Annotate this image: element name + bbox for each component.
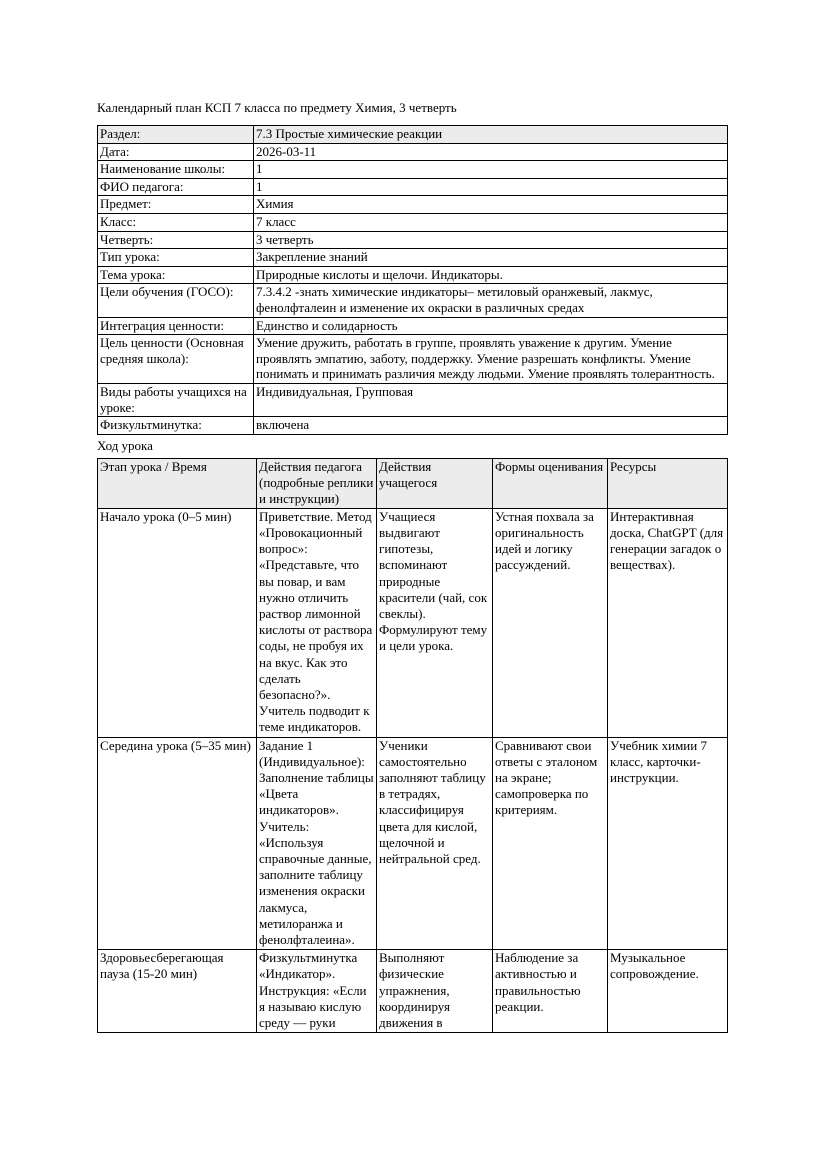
student-actions-cell: Ученики самостоятельно заполняют таблицу в тетрадях, классифицируя цвета для кислой, щелочной и нейтральной сред.	[377, 737, 493, 950]
info-value: Природные кислоты и щелочи. Индикаторы.	[254, 266, 728, 284]
column-header-resources: Ресурсы	[608, 458, 728, 508]
teacher-actions-cell: Приветствие. Метод «Провокационный вопрос»: «Представьте, что вы повар, и вам нужно отличить раствор лимонной кислоты от раствора соды, не пробуя их на вкус. Как это сделать безопасно?». Учитель подводит к теме индикаторов.	[257, 508, 377, 737]
info-label: Наименование школы:	[98, 161, 254, 179]
info-value: 7.3.4.2 -знать химические индикаторы– метиловый оранжевый, лакмус, фенолфталеин и изменение их окраски в различных средах	[254, 284, 728, 317]
assessment-cell: Сравнивают свои ответы с эталоном на экране; самопроверка по критериям.	[493, 737, 608, 950]
table-row	[98, 383, 728, 416]
stage-cell: Середина урока (5–35 мин)	[98, 737, 257, 950]
teacher-actions-cell: Задание 1 (Индивидуальное): Заполнение таблицы «Цвета индикаторов». Учитель: «Используя справочные данные, заполните таблицу изменения окраски лакмуса, метилоранжа и фенолфталеина».	[257, 737, 377, 950]
lesson-info-table	[97, 125, 728, 435]
info-label: Класс:	[98, 213, 254, 231]
info-label: Дата:	[98, 143, 254, 161]
section-label: Ход урока	[97, 437, 153, 453]
student-actions-cell: Выполняют физические упражнения, координируя движения в	[377, 950, 493, 1033]
table-row	[98, 196, 728, 214]
assessment-cell: Устная похвала за оригинальность идей и логику рассуждений.	[493, 508, 608, 737]
table-row	[98, 284, 728, 317]
table-row	[98, 266, 728, 284]
column-header-stage: Этап урока / Время	[98, 458, 257, 508]
lesson-plan-table	[97, 458, 728, 1034]
info-label: Виды работы учащихся на уроке:	[98, 383, 254, 416]
info-label: Тип урока:	[98, 249, 254, 267]
resources-cell: Музыкальное сопровождение.	[608, 950, 728, 1033]
info-label: Предмет:	[98, 196, 254, 214]
table-row	[98, 231, 728, 249]
column-header-teacher-actions: Действия педагога (подробные реплики и инструкции)	[257, 458, 377, 508]
info-value: Индивидуальная, Групповая	[254, 383, 728, 416]
info-value: Закрепление знаний	[254, 249, 728, 267]
info-value: Умение дружить, работать в группе, проявлять уважение к другим. Умение проявлять эмпатию, заботу, поддержку. Умение разрешать конфликты. Умение понимать и принимать различия между людьми. Умение проявлять толерантность.	[254, 335, 728, 384]
info-value: включена	[254, 417, 728, 435]
table-row	[98, 335, 728, 384]
stage-cell: Начало урока (0–5 мин)	[98, 508, 257, 737]
table-row	[98, 950, 728, 1033]
table-row	[98, 161, 728, 179]
info-value: 2026-03-11	[254, 143, 728, 161]
table-header-row	[98, 458, 728, 508]
student-actions-cell: Учащиеся выдвигают гипотезы, вспоминают природные красители (чай, сок свеклы). Формулируют тему и цели урока.	[377, 508, 493, 737]
resources-cell: Учебник химии 7 класс, карточки-инструкции.	[608, 737, 728, 950]
info-value: Химия	[254, 196, 728, 214]
info-label: Интеграция ценности:	[98, 317, 254, 335]
column-header-student-actions: Действия учащегося	[377, 458, 493, 508]
table-row	[98, 737, 728, 950]
assessment-cell: Наблюдение за активностью и правильностью реакции.	[493, 950, 608, 1033]
info-value: 7 класс	[254, 213, 728, 231]
info-value: 3 четверть	[254, 231, 728, 249]
info-value: 7.3 Простые химические реакции	[254, 126, 728, 144]
info-value: Единство и солидарность	[254, 317, 728, 335]
info-label: ФИО педагога:	[98, 178, 254, 196]
info-label: Раздел:	[98, 126, 254, 144]
info-label: Тема урока:	[98, 266, 254, 284]
info-value: 1	[254, 161, 728, 179]
resources-cell: Интерактивная доска, ChatGPT (для генерации загадок о веществах).	[608, 508, 728, 737]
column-header-assessment: Формы оценивания	[493, 458, 608, 508]
info-label: Цель ценности (Основная средняя школа):	[98, 335, 254, 384]
table-row	[98, 178, 728, 196]
teacher-actions-cell: Физкультминутка «Индикатор». Инструкция: «Если я называю кислую среду — руки	[257, 950, 377, 1033]
table-row	[98, 417, 728, 435]
table-row	[98, 317, 728, 335]
info-label: Четверть:	[98, 231, 254, 249]
document-content	[97, 100, 727, 1033]
stage-cell: Здоровьесберегающая пауза (15-20 мин)	[98, 950, 257, 1033]
info-label: Цели обучения (ГОСО):	[98, 284, 254, 317]
info-label: Физкультминутка:	[98, 417, 254, 435]
table-row	[98, 508, 728, 737]
page-title: Календарный план КСП 7 класса по предмету Химия, 3 четверть	[97, 100, 457, 115]
table-row	[98, 249, 728, 267]
info-value: 1	[254, 178, 728, 196]
table-row	[98, 126, 728, 144]
table-row	[98, 213, 728, 231]
table-row	[98, 143, 728, 161]
